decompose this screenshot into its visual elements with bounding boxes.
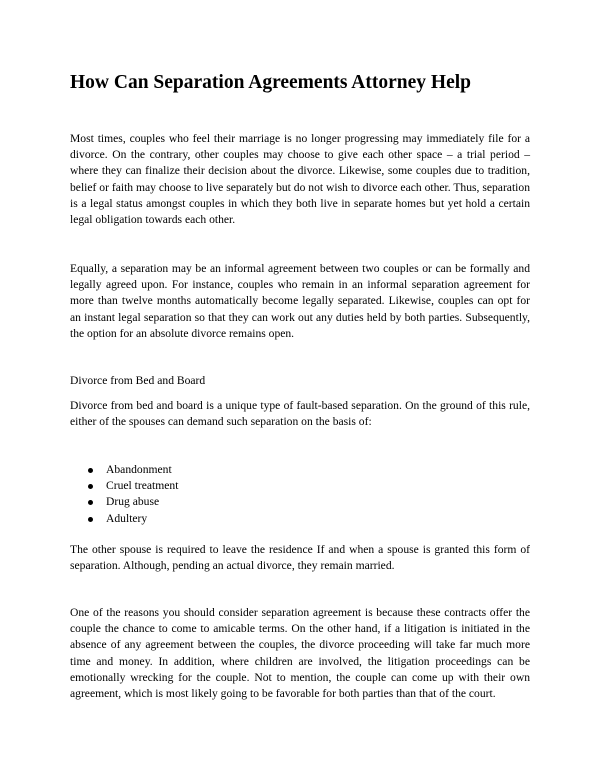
bullet-icon [88, 484, 93, 489]
list-item [70, 478, 178, 494]
bullet-icon [88, 517, 93, 522]
page-title: How Can Separation Agreements Attorney Help [70, 72, 471, 93]
paragraph-residence: The other spouse is required to leave the residence If and when a spouse is granted this form of separation. Although, pending an actual divorce, they remain married. [70, 543, 530, 573]
list-item [70, 462, 178, 478]
paragraph-reasons: One of the reasons you should consider separation agreement is because these contracts offer the couple the chance to come to amicable terms. On the other hand, if a litigation is initiated in the absence of any agreement between the couples, the divorce proceeding will take far much more time and money. In addition, where children are involved, the litigation proceedings can be emotionally wrecking for the couple. Not to mention, the couple can come up with their own agreement, which is most likely going to be favorable for both parties than that of the court. [70, 606, 530, 701]
list-item [70, 511, 178, 527]
section-heading: Divorce from Bed and Board [70, 374, 206, 387]
list-item [70, 494, 178, 510]
paragraph-bed-and-board: Divorce from bed and board is a unique type of fault-based separation. On the ground of this rule, either of the spouses can demand such separation on the basis of: [70, 399, 530, 429]
list-item-label: Drug abuse [106, 495, 160, 509]
list-item-label: Abandonment [106, 463, 172, 476]
bullet-icon [88, 500, 93, 505]
list-item-label: Adultery [106, 511, 148, 525]
bullet-icon [88, 468, 93, 473]
paragraph-intro: Most times, couples who feel their marriage is no longer progressing may immediately file for a divorce. On the contrary, other couples may choose to give each other space – a trial period – where they can finalize their decision about the divorce. Likewise, some couples due to tradition, belief or faith may choose to live separately but do not wish to divorce each other. Thus, separation is a legal status amongst couples in which they both live in separate homes but yet hold a certain legal obligation towards each other. [70, 132, 530, 227]
paragraph-informal-separation: Equally, a separation may be an informal agreement between two couples or can be formally and legally agreed upon. For instance, couples who remain in an informal separation agreement for more than twelve months automatically become legally separated. Likewise, couples can opt for an instant legal separation so that they can work out any duties held by both parties. Subsequently, the option for an absolute divorce remains open. [70, 262, 530, 340]
list-item-label: Cruel treatment [106, 479, 179, 493]
grounds-list [70, 462, 178, 527]
